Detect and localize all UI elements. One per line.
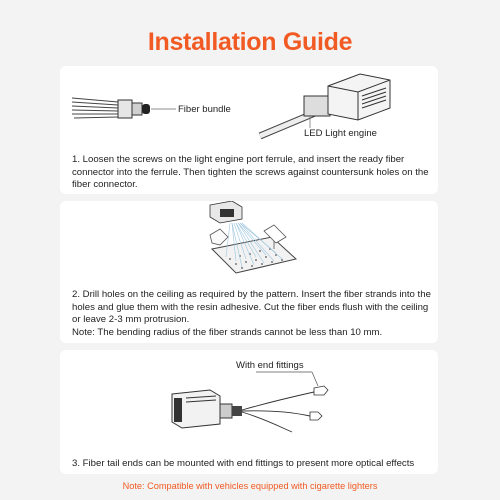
fiber-bundle-label: Fiber bundle bbox=[178, 104, 231, 115]
step-2-text bbox=[72, 289, 432, 339]
fiber-connector-illustration bbox=[60, 66, 438, 154]
step-card-1 bbox=[60, 66, 438, 194]
step-1-text: 1. Loosen the screws on the light engine port ferrule, and insert the ready fiber connector into the ferrule. Then tighten the screws against countersunk holes on the fiber connector. bbox=[72, 154, 429, 190]
step-card-2 bbox=[60, 201, 438, 343]
step-card-3 bbox=[60, 350, 438, 474]
led-light-engine-label: LED Light engine bbox=[304, 128, 377, 139]
step-2-body: 2. Drill holes on the ceiling as required by the pattern. Insert the fiber strands into the holes and glue them with the resin adhesive. Cut the fiber ends flush with the ceiling or leave 2-3 mm protrusion. bbox=[72, 289, 431, 325]
end-fittings-label: With end fittings bbox=[236, 360, 304, 371]
ceiling-installation-illustration bbox=[60, 201, 438, 289]
step-3-text: 3. Fiber tail ends can be mounted with end fittings to present more optical effects bbox=[72, 458, 415, 469]
step-2-note: Note: The bending radius of the fiber strands cannot be less than 10 mm. bbox=[72, 326, 383, 338]
page-title: Installation Guide bbox=[147, 28, 353, 56]
compatibility-note: Note: Compatible with vehicles equipped with cigarette lighters bbox=[122, 481, 378, 491]
